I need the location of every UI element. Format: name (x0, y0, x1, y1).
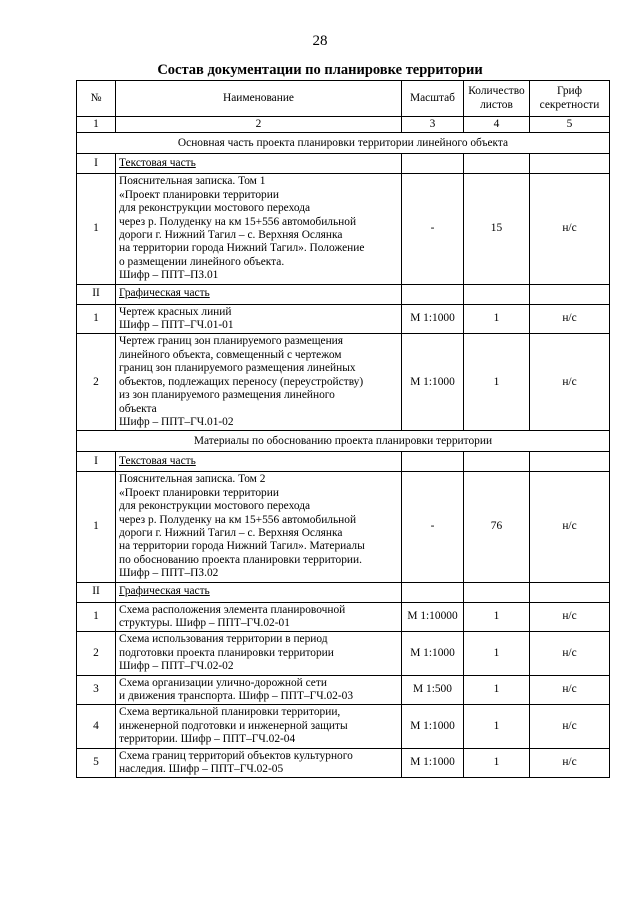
row-number: 1 (77, 304, 116, 334)
table-row (77, 675, 610, 705)
table-row (77, 632, 610, 675)
column-number: 5 (530, 117, 610, 133)
table-row (77, 304, 610, 334)
section-title: Основная часть проекта планировки территории линейного объекта (77, 133, 610, 154)
row-secrecy: н/с (530, 748, 610, 778)
table-row (77, 334, 610, 431)
table-body (77, 133, 610, 778)
empty-cell (464, 452, 530, 472)
header-scale: Масштаб (402, 81, 464, 117)
header-name: Наименование (116, 81, 402, 117)
row-number: 5 (77, 748, 116, 778)
table-row (77, 602, 610, 632)
table-header-row (77, 81, 610, 117)
group-title-cell (116, 582, 402, 602)
row-sheets: 1 (464, 304, 530, 334)
empty-cell (464, 284, 530, 304)
group-number: I (77, 452, 116, 472)
group-title-cell (116, 452, 402, 472)
group-row (77, 154, 610, 174)
column-number: 2 (116, 117, 402, 133)
group-row (77, 452, 610, 472)
table-row (77, 748, 610, 778)
row-scale: М 1:500 (402, 675, 464, 705)
row-scale: М 1:1000 (402, 334, 464, 431)
group-number: II (77, 284, 116, 304)
table-row (77, 174, 610, 284)
table-row (77, 705, 610, 748)
row-sheets: 1 (464, 632, 530, 675)
group-title: Графическая часть (119, 585, 210, 598)
section-title: Материалы по обоснованию проекта планировки территории (77, 431, 610, 452)
row-sheets: 1 (464, 602, 530, 632)
row-number: 1 (77, 472, 116, 582)
row-number: 4 (77, 705, 116, 748)
column-number: 1 (77, 117, 116, 133)
row-name: Чертеж границ зон планируемого размещения линейного объекта, совмещенный с чертежом границ зон планируемого размещения линейных объектов, подлежащих переносу (переустройству) из зон планируемого размещения линейного объекта Шифр – ППТ–ГЧ.01-02 (116, 334, 402, 431)
row-secrecy: н/с (530, 304, 610, 334)
row-name: Пояснительная записка. Том 1 «Проект планировки территории для реконструкции мостового перехода через р. Полуденку на км 15+556 автомобильной дороги г. Нижний Тагил – с. Верхняя Ослянка на территории города Нижний Тагил». Положение о размещении линейного объекта. Шифр – ППТ–ПЗ.01 (116, 174, 402, 284)
row-name: Чертеж красных линий Шифр – ППТ–ГЧ.01-01 (116, 304, 402, 334)
empty-cell (464, 582, 530, 602)
column-number: 4 (464, 117, 530, 133)
header-secrecy: Гриф секретности (530, 81, 610, 117)
empty-cell (402, 452, 464, 472)
empty-cell (402, 582, 464, 602)
row-sheets: 1 (464, 675, 530, 705)
row-name: Схема организации улично-дорожной сети и движения транспорта. Шифр – ППТ–ГЧ.02-03 (116, 675, 402, 705)
row-number: 1 (77, 602, 116, 632)
page-number: 28 (312, 33, 328, 49)
row-sheets: 1 (464, 748, 530, 778)
row-secrecy: н/с (530, 675, 610, 705)
row-secrecy: н/с (530, 174, 610, 284)
row-sheets: 1 (464, 705, 530, 748)
row-secrecy: н/с (530, 472, 610, 582)
row-scale: М 1:1000 (402, 705, 464, 748)
row-scale: М 1:1000 (402, 304, 464, 334)
row-secrecy: н/с (530, 602, 610, 632)
row-name: Схема границ территорий объектов культурного наследия. Шифр – ППТ–ГЧ.02-05 (116, 748, 402, 778)
group-title: Текстовая часть (119, 157, 196, 170)
group-number: II (77, 582, 116, 602)
column-number-row (77, 117, 610, 133)
empty-cell (530, 284, 610, 304)
group-title: Текстовая часть (119, 455, 196, 468)
empty-cell (530, 582, 610, 602)
row-number: 3 (77, 675, 116, 705)
header-sheets: Количество листов (464, 81, 530, 117)
group-row (77, 582, 610, 602)
group-title-cell (116, 284, 402, 304)
empty-cell (402, 154, 464, 174)
row-name: Пояснительная записка. Том 2 «Проект планировки территории для реконструкции мостового перехода через р. Полуденку на км 15+556 автомобильной дороги г. Нижний Тагил – с. Верхняя Ослянка на территории города Нижний Тагил». Материалы по обоснованию проекта планировки территории. Шифр – ППТ–ПЗ.02 (116, 472, 402, 582)
row-scale: М 1:1000 (402, 632, 464, 675)
row-scale: - (402, 472, 464, 582)
row-number: 2 (77, 334, 116, 431)
row-secrecy: н/с (530, 334, 610, 431)
row-name: Схема расположения элемента планировочной структуры. Шифр – ППТ–ГЧ.02-01 (116, 602, 402, 632)
empty-cell (530, 452, 610, 472)
header-number: № (77, 81, 116, 117)
empty-cell (464, 154, 530, 174)
row-scale: - (402, 174, 464, 284)
row-sheets: 76 (464, 472, 530, 582)
row-secrecy: н/с (530, 632, 610, 675)
group-title: Графическая часть (119, 287, 210, 300)
row-number: 2 (77, 632, 116, 675)
empty-cell (402, 284, 464, 304)
group-number: I (77, 154, 116, 174)
group-title-cell (116, 154, 402, 174)
section-row (77, 431, 610, 452)
row-secrecy: н/с (530, 705, 610, 748)
document-title: Состав документации по планировке территории (157, 62, 483, 78)
documentation-table (76, 80, 610, 778)
row-sheets: 15 (464, 174, 530, 284)
section-row (77, 133, 610, 154)
column-number: 3 (402, 117, 464, 133)
row-sheets: 1 (464, 334, 530, 431)
row-name: Схема использования территории в период подготовки проекта планировки территории Шифр – ППТ–ГЧ.02-02 (116, 632, 402, 675)
empty-cell (530, 154, 610, 174)
row-number: 1 (77, 174, 116, 284)
row-scale: М 1:1000 (402, 748, 464, 778)
group-row (77, 284, 610, 304)
row-scale: М 1:10000 (402, 602, 464, 632)
row-name: Схема вертикальной планировки территории, инженерной подготовки и инженерной защиты территории. Шифр – ППТ–ГЧ.02-04 (116, 705, 402, 748)
table-row (77, 472, 610, 582)
